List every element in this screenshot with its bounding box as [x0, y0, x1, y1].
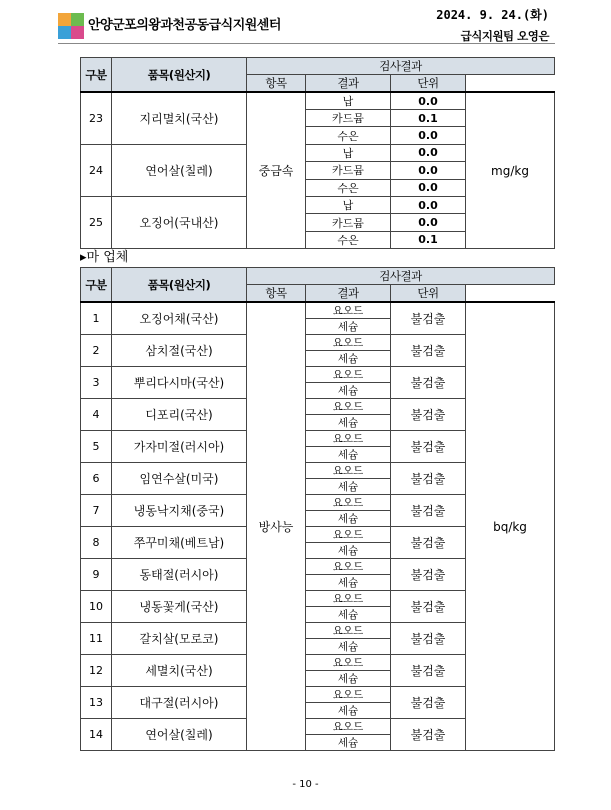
test-name: 세슘: [306, 735, 391, 751]
item-name: 냉동낙지채(중국): [112, 495, 247, 527]
test-name: 세슘: [306, 543, 391, 559]
item-name: 뿌리다시마(국산): [112, 367, 247, 399]
col-item: 품목(원산지): [112, 268, 247, 303]
col-inspection: 검사결과: [247, 58, 555, 75]
col-category: 구분: [81, 268, 112, 303]
test-name: 요오드: [306, 495, 391, 511]
test-name: 요오드: [306, 559, 391, 575]
item-name: 삼치절(국산): [112, 335, 247, 367]
test-result: 불검출: [391, 591, 466, 623]
test-name: 세슘: [306, 575, 391, 591]
test-result: 불검출: [391, 687, 466, 719]
test-result: 불검출: [391, 527, 466, 559]
item-name: 연어살(칠레): [112, 719, 247, 751]
test-group: 방사능: [247, 302, 306, 751]
table-row: [81, 302, 555, 319]
col-result: 결과: [306, 75, 391, 93]
test-result: 0.1: [391, 110, 466, 127]
item-name: 냉동꽃게(국산): [112, 591, 247, 623]
test-name: 세슘: [306, 447, 391, 463]
test-name: 세슘: [306, 319, 391, 335]
test-result: 불검출: [391, 302, 466, 335]
item-name: 지리멸치(국산): [112, 92, 247, 144]
test-name: 카드뮴: [306, 214, 391, 231]
test-name: 세슘: [306, 383, 391, 399]
page-number: - 10 -: [292, 779, 319, 790]
test-name: 요오드: [306, 335, 391, 351]
logo-tile-2: [71, 13, 84, 26]
test-result: 0.0: [391, 162, 466, 179]
test-result: 불검출: [391, 559, 466, 591]
item-name: 대구절(러시아): [112, 687, 247, 719]
test-result: 불검출: [391, 495, 466, 527]
test-name: 수은: [306, 179, 391, 196]
test-name: 납: [306, 144, 391, 161]
row-number: 23: [81, 92, 112, 144]
test-name: 세슘: [306, 639, 391, 655]
unit-value: mg/kg: [466, 92, 555, 249]
test-result: 불검출: [391, 399, 466, 431]
row-number: 9: [81, 559, 112, 591]
row-number: 10: [81, 591, 112, 623]
test-group: 중금속: [247, 92, 306, 249]
test-name: 수은: [306, 127, 391, 144]
logo-tile-1: [58, 13, 71, 26]
test-result: 0.0: [391, 214, 466, 231]
test-name: 요오드: [306, 431, 391, 447]
header-divider: [58, 43, 555, 44]
test-name: 세슘: [306, 607, 391, 623]
row-number: 1: [81, 302, 112, 335]
item-name: 세멸치(국산): [112, 655, 247, 687]
test-result: 불검출: [391, 431, 466, 463]
row-number: 7: [81, 495, 112, 527]
col-unit: 단위: [391, 75, 466, 93]
test-name: 요오드: [306, 719, 391, 735]
logo-tile-3: [58, 26, 71, 39]
col-test: 항목: [247, 285, 306, 303]
col-test: 항목: [247, 75, 306, 93]
item-name: 디포리(국산): [112, 399, 247, 431]
col-category: 구분: [81, 58, 112, 93]
test-result: 0.0: [391, 127, 466, 144]
org-name: 안양군포의왕과천공동급식지원센터: [88, 18, 281, 33]
test-name: 수은: [306, 231, 391, 248]
test-name: 납: [306, 196, 391, 213]
row-number: 11: [81, 623, 112, 655]
item-name: 오징어채(국산): [112, 302, 247, 335]
team-author: 급식지원팀 오영은: [460, 29, 549, 43]
col-item: 품목(원산지): [112, 58, 247, 93]
test-name: 세슘: [306, 671, 391, 687]
row-number: 24: [81, 144, 112, 196]
item-name: 오징어(국내산): [112, 196, 247, 248]
col-result: 결과: [306, 285, 391, 303]
item-name: 쭈꾸미채(베트남): [112, 527, 247, 559]
test-result: 0.1: [391, 231, 466, 248]
test-result: 불검출: [391, 335, 466, 367]
test-name: 카드뮴: [306, 162, 391, 179]
heavy-metal-table: [80, 57, 555, 249]
test-name: 요오드: [306, 399, 391, 415]
test-name: 세슘: [306, 351, 391, 367]
item-name: 연어살(칠레): [112, 144, 247, 196]
test-name: 요오드: [306, 527, 391, 543]
row-number: 4: [81, 399, 112, 431]
table-row: [81, 92, 555, 110]
test-name: 세슘: [306, 479, 391, 495]
row-number: 13: [81, 687, 112, 719]
item-name: 갈치살(모로코): [112, 623, 247, 655]
test-name: 카드뮴: [306, 110, 391, 127]
logo-tile-4: [71, 26, 84, 39]
row-number: 25: [81, 196, 112, 248]
test-result: 0.0: [391, 92, 466, 110]
col-inspection: 검사결과: [247, 268, 555, 285]
test-name: 세슘: [306, 511, 391, 527]
test-name: 납: [306, 92, 391, 110]
test-result: 불검출: [391, 463, 466, 495]
item-name: 동태절(러시아): [112, 559, 247, 591]
test-name: 요오드: [306, 463, 391, 479]
radioactivity-table: [80, 267, 555, 751]
col-unit: 단위: [391, 285, 466, 303]
test-name: 요오드: [306, 302, 391, 319]
row-number: 12: [81, 655, 112, 687]
radioactivity-rows: [81, 302, 555, 751]
test-name: 세슘: [306, 415, 391, 431]
row-number: 5: [81, 431, 112, 463]
row-number: 2: [81, 335, 112, 367]
report-date: 2024. 9. 24.(화): [436, 8, 549, 22]
unit-value: bq/kg: [466, 302, 555, 751]
item-name: 가자미절(러시아): [112, 431, 247, 463]
test-name: 세슘: [306, 703, 391, 719]
row-number: 6: [81, 463, 112, 495]
test-name: 요오드: [306, 655, 391, 671]
test-name: 요오드: [306, 687, 391, 703]
test-name: 요오드: [306, 367, 391, 383]
test-result: 불검출: [391, 367, 466, 399]
test-result: 0.0: [391, 144, 466, 161]
row-number: 14: [81, 719, 112, 751]
section-title: ▸마 업체: [80, 250, 129, 265]
row-number: 3: [81, 367, 112, 399]
test-result: 불검출: [391, 719, 466, 751]
item-name: 임연수살(미국): [112, 463, 247, 495]
test-result: 불검출: [391, 623, 466, 655]
test-result: 0.0: [391, 179, 466, 196]
row-number: 8: [81, 527, 112, 559]
test-result: 0.0: [391, 196, 466, 213]
heavy-metal-rows: [81, 92, 555, 249]
center-logo: [58, 13, 84, 39]
test-name: 요오드: [306, 623, 391, 639]
test-name: 요오드: [306, 591, 391, 607]
test-result: 불검출: [391, 655, 466, 687]
